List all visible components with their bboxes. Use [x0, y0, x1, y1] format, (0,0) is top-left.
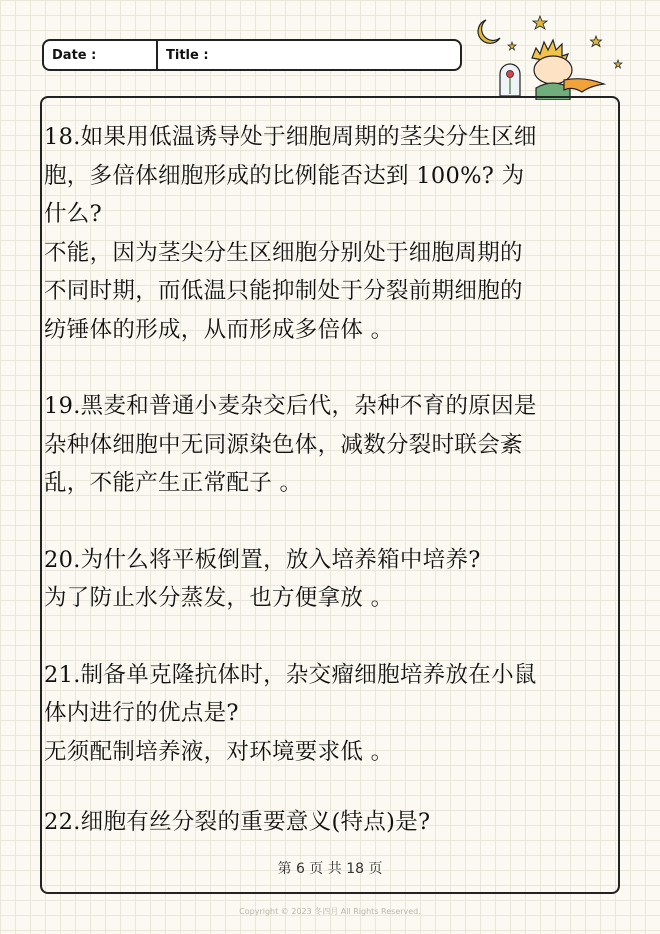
little-prince-decoration-icon	[468, 10, 628, 100]
answer-18-line-1: 不能，因为茎尖分生区细胞分别处于细胞周期的	[44, 239, 523, 266]
content-box	[40, 96, 620, 894]
question-18-line-2: 胞，多倍体细胞形成的比例能否达到 100%? 为	[44, 162, 525, 189]
question-21-line-1: 21.制备单克隆抗体时，杂交瘤细胞培养放在小鼠	[44, 661, 537, 688]
answer-18-line-2: 不同时期，而低温只能抑制处于分裂前期细胞的	[44, 278, 523, 304]
question-18	[44, 118, 620, 349]
question-22-line-1: 22.细胞有丝分裂的重要意义(特点)是?	[44, 809, 431, 835]
content-text	[44, 118, 620, 842]
page-number: 第 6 页 共 18 页	[277, 861, 383, 877]
header-box	[42, 39, 462, 71]
question-19-line-1: 19.黑麦和普通小麦杂交后代，杂种不育的原因是	[44, 393, 537, 419]
question-20-line-1: 20.为什么将平板倒置，放入培养箱中培养?	[44, 546, 481, 573]
question-19	[44, 387, 620, 503]
question-18-line-3: 什么?	[44, 201, 102, 227]
question-20	[44, 541, 620, 618]
copyright-footer: Copyright © 2023 冬四月 All Rights Reserved.	[239, 907, 421, 916]
answer-21-line-1: 无须配制培养液，对环境要求低 。	[44, 738, 394, 765]
question-21	[44, 656, 620, 772]
answer-19-line-2: 乱，不能产生正常配子 。	[44, 470, 303, 496]
answer-19-line-1: 杂种体细胞中无同源染色体，减数分裂时联会紊	[44, 431, 523, 458]
answer-18-line-3: 纺锤体的形成，从而形成多倍体 。	[44, 316, 394, 343]
question-18-line-1: 18.如果用低温诱导处于细胞周期的茎尖分生区细	[44, 124, 537, 150]
answer-20-line-1: 为了防止水分蒸发，也方便拿放 。	[44, 585, 394, 611]
question-21-line-2: 体内进行的优点是?	[44, 700, 239, 726]
question-22	[44, 803, 620, 842]
date-label: Date :	[44, 41, 158, 69]
title-label: Title :	[166, 47, 209, 63]
